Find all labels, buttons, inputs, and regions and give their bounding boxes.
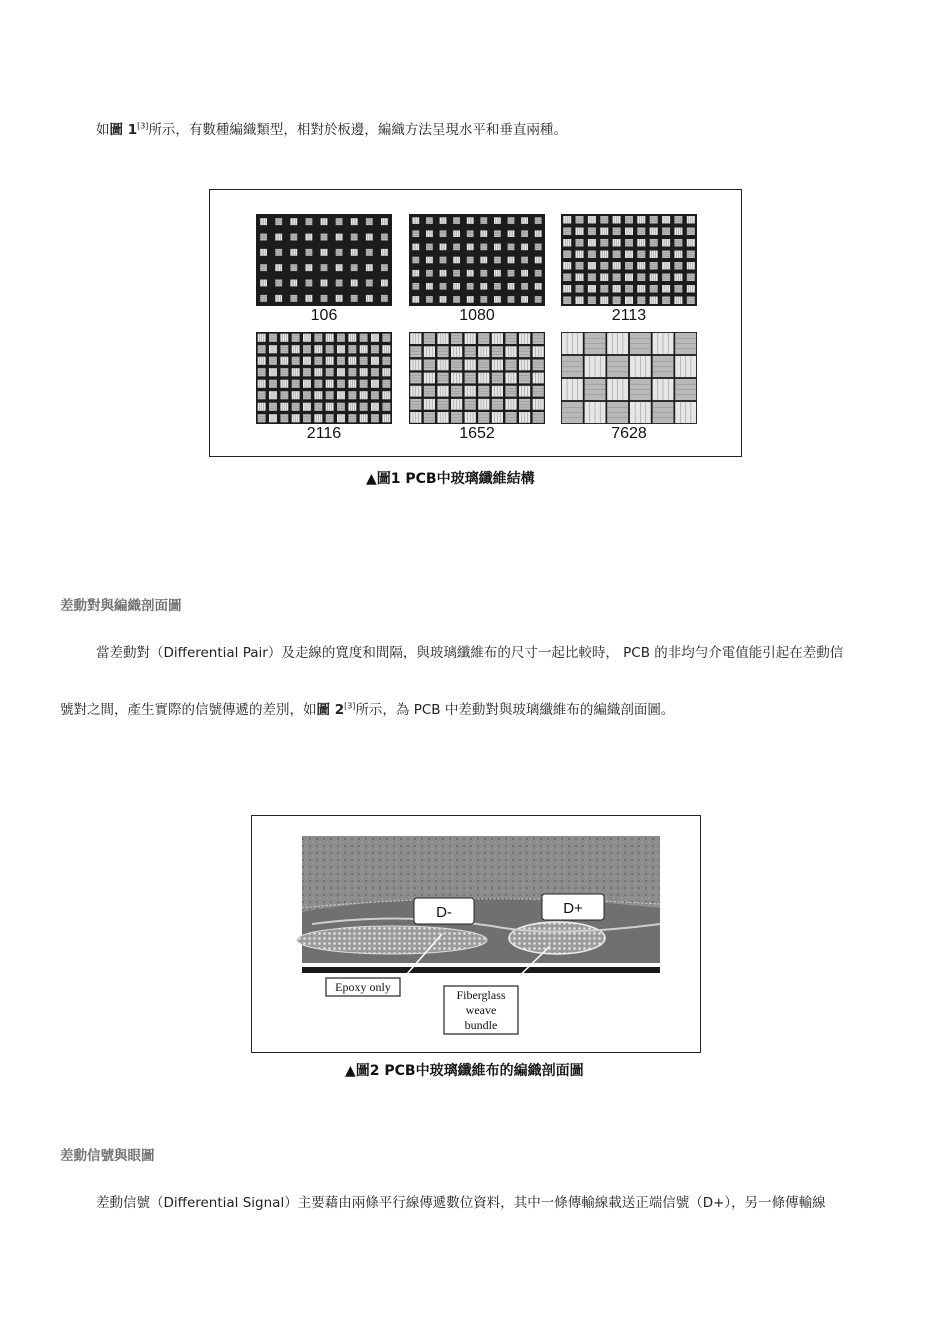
svg-text:bundle: bundle [464, 1018, 498, 1032]
weave-tile-label: 1080 [459, 307, 495, 324]
citation: [3] [137, 121, 149, 131]
figure2-reference: 圖 2 [316, 702, 345, 718]
figure1-reference: 圖 1 [109, 122, 138, 138]
label-dplus: D+ [563, 900, 583, 917]
weave-tile-2113 [561, 214, 697, 306]
figure1-caption: ▲圖1 PCB中玻璃纖維結構 [366, 471, 535, 487]
weave-tile-1652 [409, 332, 545, 424]
svg-text:Fiberglass: Fiberglass [456, 988, 506, 1002]
figure1-frame [209, 189, 742, 457]
section-heading-differential-signal: 差動信號與眼圖 [60, 1148, 155, 1164]
citation: [3] [344, 701, 356, 711]
weave-tile-label: 7628 [611, 425, 647, 442]
paragraph-figure1-intro: 如圖 1[3]所示，有數種編織類型，相對於板邊，編織方法呈現水平和垂直兩種。 [96, 121, 567, 138]
figure2-cross-section-image [252, 816, 700, 1052]
weave-tile-7628 [561, 332, 697, 424]
label-dminus: D- [436, 904, 452, 921]
weave-tile-label: 2113 [611, 307, 647, 324]
figure2-caption: ▲圖2 PCB中玻璃纖維布的編織剖面圖 [345, 1063, 584, 1079]
paragraph-section1-line2: 號對之間，產生實際的信號傳遞的差別，如圖 2[3]所示，為 PCB 中差動對與玻璃纖維布的編織剖面圖。 [60, 701, 675, 718]
weave-tile-106 [256, 214, 392, 306]
weave-tile-2116 [256, 332, 392, 424]
weave-tile-label: 106 [310, 307, 338, 324]
paragraph-section2-line1: 差動信號（Differential Signal）主要藉由兩條平行線傳遞數位資料，其中一條傳輸線載送正端信號（D+），另一條傳輸線 [96, 1195, 826, 1211]
paragraph-section1-line1: 當差動對（Differential Pair）及走線的寬度和間隔，與玻璃纖維布的尺寸一起比較時， PCB 的非均勻介電值能引起在差動信 [96, 645, 844, 661]
weave-tile-label: 1652 [459, 425, 495, 442]
label-epoxy: Epoxy only [335, 980, 391, 994]
section-heading-differential-pair: 差動對與編織剖面圖 [60, 598, 182, 614]
svg-text:weave: weave [465, 1003, 497, 1017]
weave-tile-label: 2116 [306, 425, 342, 442]
figure2-frame [251, 815, 701, 1053]
weave-tile-1080 [409, 214, 545, 306]
